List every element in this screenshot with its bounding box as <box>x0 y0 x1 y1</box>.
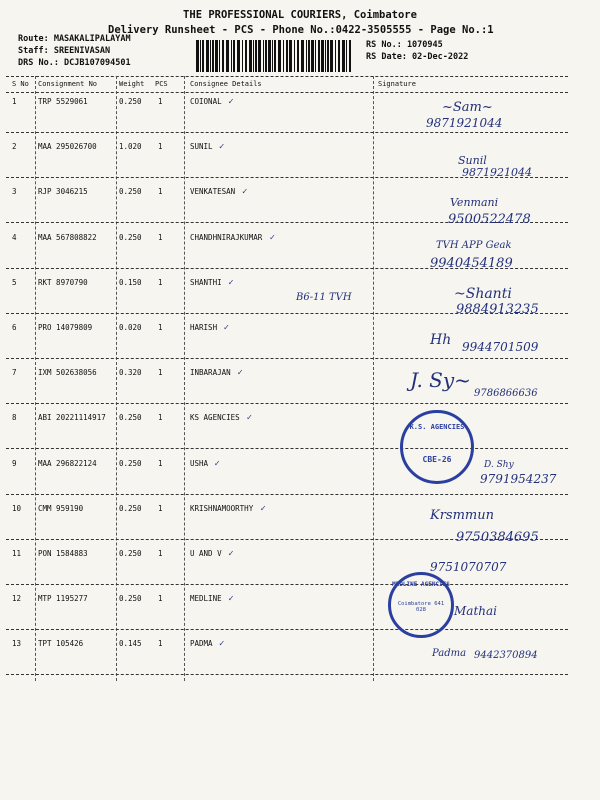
handwritten-phone: 9500522478 <box>448 212 531 227</box>
col-header-consignment: Consignment No <box>38 80 98 88</box>
signature-scribble: Krsmmun <box>430 508 494 523</box>
row-consignment: PON 1584883 <box>38 549 88 558</box>
barcode-bar <box>274 40 276 72</box>
handwritten-phone: 9791954237 <box>480 472 557 486</box>
row-weight: 0.145 <box>119 639 142 649</box>
handwritten-phone: 9944701509 <box>462 340 539 354</box>
barcode-bar <box>286 40 288 72</box>
barcode-bar <box>242 40 243 72</box>
barcode-bar <box>335 40 336 72</box>
signature-scribble: Mathai <box>454 604 497 618</box>
barcode-bar <box>202 40 204 72</box>
row-weight: 0.250 <box>119 187 142 197</box>
barcode-bar <box>245 40 247 72</box>
row-sno: 6 <box>12 323 17 332</box>
row-sno: 10 <box>12 503 22 513</box>
row-weight: 0.250 <box>119 232 142 242</box>
barcode-bar <box>226 40 229 72</box>
handwritten-phone: 9751070707 <box>430 560 507 574</box>
handwritten-phone: 9884913235 <box>456 302 539 317</box>
margin-note: B6-11 TVH <box>296 292 352 303</box>
handwritten-phone: 9871921044 <box>426 116 503 130</box>
row-pcs: 1 <box>158 368 163 378</box>
row-consignee: VENKATESAN <box>190 187 236 197</box>
barcode-bar <box>311 40 314 72</box>
row-pcs: 1 <box>158 458 163 468</box>
barcode-bar <box>318 40 320 72</box>
row-sno: 13 <box>12 639 22 649</box>
row-pcs: 1 <box>158 187 163 197</box>
row-sno: 12 <box>12 594 22 604</box>
row-sno: 9 <box>12 458 17 468</box>
check-mark-icon: ✓ <box>228 97 234 107</box>
stamp-text: CBE-26 <box>422 455 452 464</box>
barcode-bar <box>342 40 345 72</box>
row-pcs: 1 <box>158 323 163 332</box>
row-consignment: MAA 295026700 <box>38 142 97 152</box>
barcode-bar <box>297 40 299 72</box>
document-title: THE PROFESSIONAL COURIERS, Coimbatore <box>183 9 417 21</box>
row-consignment: MTP 1195277 <box>38 594 88 604</box>
handwritten-phone: 9940454189 <box>430 256 513 271</box>
barcode-bar <box>210 40 211 72</box>
row-consignee: HARISH <box>190 323 218 332</box>
row-pcs: 1 <box>158 97 163 106</box>
barcode-bar <box>349 40 351 72</box>
stamp-text: MEDLINE AGENCIES <box>392 581 450 588</box>
barcode-bar <box>237 40 240 72</box>
barcode-bar <box>294 40 295 72</box>
barcode-bar <box>258 40 261 72</box>
row-weight: 0.250 <box>119 594 142 604</box>
row-pcs: 1 <box>158 142 163 152</box>
barcode-bar <box>272 40 273 72</box>
check-mark-icon: ✓ <box>237 368 243 379</box>
row-sno: 1 <box>12 97 17 106</box>
rs-date: RS Date: 02-Dec-2022 <box>366 52 469 62</box>
barcode-bar <box>283 40 284 72</box>
barcode-bar <box>222 40 224 72</box>
row-consignment: MAA 567808822 <box>38 232 97 242</box>
check-mark-icon: ✓ <box>228 277 234 288</box>
row-sno: 8 <box>12 413 17 423</box>
row-sno: 2 <box>12 142 17 152</box>
barcode-bar <box>289 40 292 72</box>
check-mark-icon: ✓ <box>246 413 253 424</box>
row-consignment: RKT 8970790 <box>38 277 88 287</box>
col-header-sno: S No <box>12 80 29 88</box>
barcode-bar <box>338 40 340 72</box>
handwritten-phone: 9750384695 <box>456 530 539 545</box>
check-mark-icon: ✓ <box>228 594 234 605</box>
barcode-bar <box>278 40 281 72</box>
row-pcs: 1 <box>158 277 163 287</box>
signature-scribble: Padma <box>432 648 467 659</box>
check-mark-icon: ✓ <box>219 142 225 153</box>
check-mark-icon: ✓ <box>269 232 276 243</box>
barcode-bar <box>308 40 310 72</box>
check-mark-icon: ✓ <box>219 639 225 650</box>
handwritten-phone: 9871921044 <box>462 166 532 179</box>
signature-scribble: ~Sam~ <box>442 100 493 115</box>
row-weight: 0.250 <box>119 458 142 468</box>
check-mark-icon: ✓ <box>242 187 248 198</box>
barcode-bar <box>330 40 333 72</box>
handwritten-phone: 9442370894 <box>474 650 538 661</box>
handwritten-name: Venmani <box>450 196 499 209</box>
barcode <box>196 40 354 72</box>
handwritten-phone: 9786866636 <box>474 388 538 399</box>
signature-scribble: J. Sy~ <box>410 368 471 392</box>
barcode-bar <box>325 40 326 72</box>
document-subtitle: Delivery Runsheet - PCS - Phone No.:0422-3505555 - Page No.:1 <box>108 24 494 36</box>
barcode-bar <box>306 40 307 72</box>
row-weight: 0.150 <box>119 277 142 287</box>
row-consignee: KS AGENCIES <box>190 413 240 423</box>
barcode-bar <box>265 40 267 72</box>
handwritten-name: TVH APP Geak <box>436 240 512 251</box>
barcode-bar <box>212 40 214 72</box>
barcode-bar <box>249 40 252 72</box>
stamp-text: K.S. AGENCIES <box>409 423 465 431</box>
barcode-bar <box>255 40 257 72</box>
row-consignee: SHANTHI <box>190 277 222 287</box>
rs-number: RS No.: 1070945 <box>366 40 443 50</box>
row-consignment: CMM 959190 <box>38 503 84 513</box>
row-consignee: COIONAL <box>190 97 222 106</box>
row-pcs: 1 <box>158 503 163 513</box>
barcode-bar <box>215 40 218 72</box>
row-consignment: TRP 5529061 <box>38 97 88 106</box>
row-consignment: ABI 20221114917 <box>38 413 106 423</box>
row-weight: 0.250 <box>119 503 142 513</box>
col-header-consignee: Consignee Details <box>190 80 262 88</box>
row-sno: 4 <box>12 232 17 242</box>
row-pcs: 1 <box>158 594 163 604</box>
barcode-bar <box>263 40 264 72</box>
row-consignment: RJP 3046215 <box>38 187 88 197</box>
row-consignee: PADMA <box>190 639 213 649</box>
route-label: Route: MASAKALIPALAYAM <box>18 34 131 44</box>
row-sno: 5 <box>12 277 17 287</box>
table-top-rule <box>6 76 568 77</box>
row-consignee: KRISHNAMOORTHY <box>190 503 254 513</box>
signature-scribble: Hh <box>430 332 452 348</box>
barcode-bar <box>196 40 199 72</box>
barcode-bar <box>253 40 254 72</box>
row-pcs: 1 <box>158 549 163 558</box>
row-consignee: MEDLINE <box>190 594 222 604</box>
barcode-bar <box>346 40 347 72</box>
barcode-bar <box>315 40 316 72</box>
medline-stamp <box>388 572 454 638</box>
barcode-bar <box>321 40 324 72</box>
stamp-text: Coimbatore 641 028 <box>397 601 445 613</box>
col-header-pcs: PCS <box>155 80 168 88</box>
handwritten-name: Sunil <box>458 154 487 167</box>
row-sno: 3 <box>12 187 17 197</box>
row-consignment: IXM 502638056 <box>38 368 97 378</box>
check-mark-icon: ✓ <box>223 323 230 333</box>
barcode-bar <box>200 40 201 72</box>
row-weight: 1.020 <box>119 142 142 152</box>
signature-scribble: ~Shanti <box>454 286 512 302</box>
check-mark-icon: ✓ <box>260 503 266 514</box>
signature-scribble: D. Shy <box>484 460 514 470</box>
signature-column <box>370 96 590 686</box>
row-consignment: MAA 296822124 <box>38 458 97 468</box>
drs-number: DRS No.: DCJB107094501 <box>18 58 131 68</box>
row-pcs: 1 <box>158 413 163 423</box>
ks-agencies-stamp <box>400 410 474 484</box>
barcode-bar <box>268 40 271 72</box>
row-consignee: USHA <box>190 458 209 468</box>
row-weight: 0.250 <box>119 97 142 106</box>
staff-label: Staff: SREENIVASAN <box>18 46 111 56</box>
barcode-bar <box>206 40 209 72</box>
row-consignment: PRO 14079809 <box>38 323 93 332</box>
row-sno: 11 <box>12 549 22 558</box>
row-weight: 0.320 <box>119 368 142 378</box>
check-mark-icon: ✓ <box>228 549 234 559</box>
barcode-bar <box>301 40 304 72</box>
row-consignee: U AND V <box>190 549 222 558</box>
row-pcs: 1 <box>158 232 163 242</box>
col-header-signature: Signature <box>378 80 416 88</box>
barcode-bar <box>233 40 235 72</box>
row-weight: 0.020 <box>119 323 142 332</box>
row-weight: 0.250 <box>119 413 142 423</box>
row-sno: 7 <box>12 368 17 378</box>
row-pcs: 1 <box>158 639 163 649</box>
row-consignee: SUNIL <box>190 142 213 152</box>
barcode-bar <box>231 40 232 72</box>
row-weight: 0.250 <box>119 549 142 558</box>
barcode-bar <box>327 40 329 72</box>
row-consignee: INBARAJAN <box>190 368 231 378</box>
row-consignee: CHANDHNIRAJKUMAR <box>190 232 263 242</box>
row-consignment: TPT 105426 <box>38 639 84 649</box>
check-mark-icon: ✓ <box>214 458 220 469</box>
barcode-bar <box>219 40 220 72</box>
table-header-rule <box>6 92 568 93</box>
col-header-weight: Weight <box>119 80 145 88</box>
